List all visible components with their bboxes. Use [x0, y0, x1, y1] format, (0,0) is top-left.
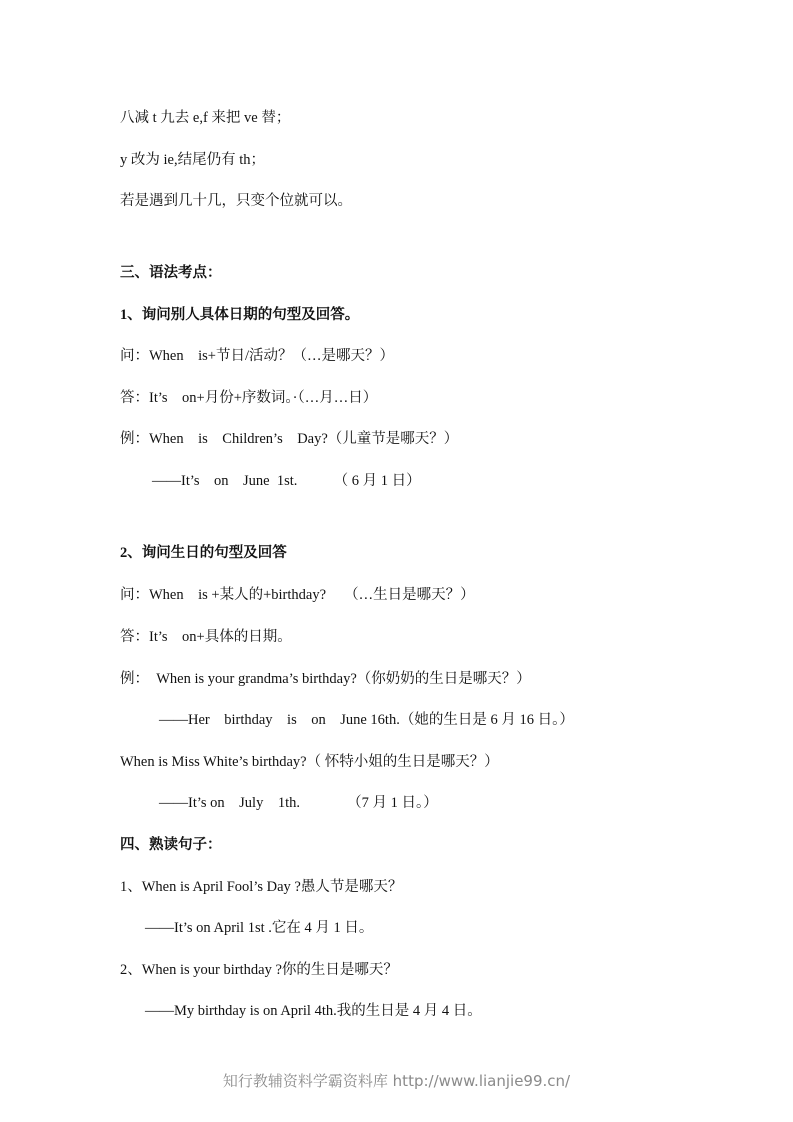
- section-4-heading: 四、熟读句子：: [120, 837, 222, 853]
- point-1-example-answer: ——It’s on June 1st. （ 6 月 1 日）: [152, 473, 421, 489]
- rhyme-line-3: 若是遇到几十几，只变个位就可以。: [120, 193, 352, 209]
- rhyme-line-1: 八减 t 九去 e,f 来把 ve 替；: [120, 110, 291, 126]
- point-1-heading: 1、询问别人具体日期的句型及回答。: [120, 307, 360, 323]
- sentence-2-question: 2、When is your birthday ?你的生日是哪天？: [120, 962, 398, 978]
- point-2-answer: 答：It’s on+具体的日期。: [120, 629, 292, 645]
- point-2-example-answer: ——Her birthday is on June 16th.（她的生日是 6 月 16 日。）: [159, 712, 574, 728]
- sentence-1-question: 1、When is April Fool’s Day ?愚人节是哪天？: [120, 879, 403, 895]
- point-1-question: 问：When is+节日/活动？（…是哪天？）: [120, 348, 394, 364]
- footer-watermark: 知行教辅资料学霸资料库 http://www.lianjie99.cn/: [222, 1072, 571, 1090]
- point-2-question: 问：When is +某人的+birthday? （…生日是哪天？）: [120, 587, 475, 603]
- point-2-heading: 2、询问生日的句型及回答: [120, 545, 287, 561]
- section-3-heading: 三、语法考点：: [120, 265, 222, 281]
- rhyme-line-2: y 改为 ie,结尾仍有 th；: [120, 152, 265, 168]
- point-2-example2-question: When is Miss White’s birthday?（ 怀特小姐的生日是哪天？）: [120, 754, 499, 770]
- point-2-example-question: 例： When is your grandma’s birthday?（你奶奶的生日是哪天？）: [120, 671, 531, 687]
- point-1-example-question: 例：When is Children’s Day?（儿童节是哪天？）: [120, 431, 459, 447]
- sentence-2-answer: ——My birthday is on April 4th.我的生日是 4 月 4 日。: [145, 1003, 482, 1019]
- point-1-answer: 答：It’s on+月份+序数词。·（…月…日）: [120, 390, 378, 406]
- point-2-example2-answer: ——It’s on July 1th. （7 月 1 日。）: [159, 795, 438, 811]
- sentence-1-answer: ——It’s on April 1st .它在 4 月 1 日。: [145, 920, 374, 936]
